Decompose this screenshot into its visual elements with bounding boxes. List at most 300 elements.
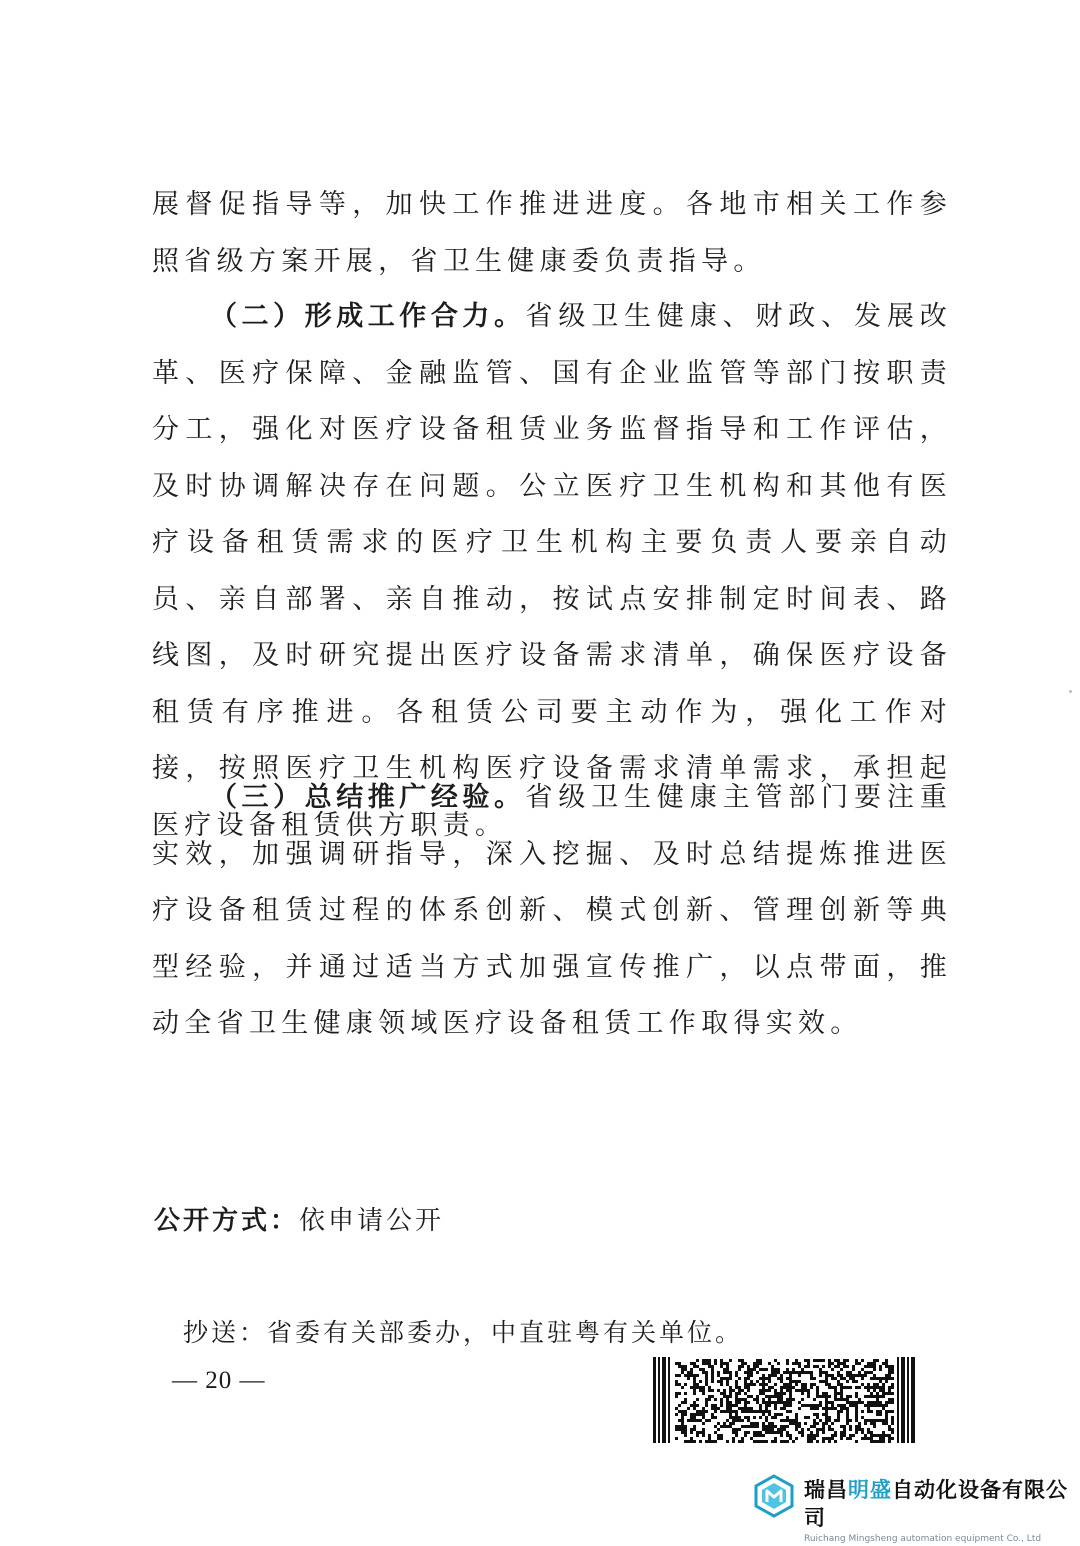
barcode-cell [834,1359,837,1362]
section-heading-3: （三）总结推广经验。 [210,782,526,813]
barcode-cell [774,1425,777,1428]
barcode-cell [891,1416,894,1419]
barcode-cell [762,1374,765,1377]
barcode-cell [882,1440,885,1443]
barcode-cell [879,1365,882,1368]
barcode-cell [771,1425,774,1428]
barcode-cell [852,1404,855,1407]
barcode-cell [711,1440,714,1443]
barcode-cell [768,1431,771,1434]
barcode-cell [780,1389,783,1392]
barcode-cell [729,1371,732,1374]
barcode-cell [720,1365,723,1368]
barcode-cell [822,1437,825,1440]
barcode-cell [876,1401,879,1404]
barcode-cell [726,1407,729,1410]
barcode-cell [777,1401,780,1404]
barcode-cell [729,1410,732,1413]
barcode-cell [747,1371,750,1374]
barcode-cell [864,1404,867,1407]
barcode-cell [744,1434,747,1437]
barcode-cell [816,1404,819,1407]
barcode-cell [813,1422,816,1425]
barcode-cell [705,1359,708,1362]
barcode-cell [684,1425,687,1428]
barcode-cell [822,1440,825,1443]
barcode-cell [873,1383,876,1386]
barcode-cell [771,1431,774,1434]
barcode-cell [825,1419,828,1422]
barcode-cell [837,1392,840,1395]
barcode-cell [840,1398,843,1401]
barcode-cell [870,1362,873,1365]
barcode-cell [723,1392,726,1395]
barcode-cell [714,1398,717,1401]
barcode-cell [690,1413,693,1416]
barcode-cell [891,1392,894,1395]
barcode-cell [678,1365,681,1368]
barcode-cell [780,1380,783,1383]
barcode-cell [786,1359,789,1362]
barcode-cell [891,1431,894,1434]
company-name-highlight: 明盛 [848,1478,892,1502]
barcode-cell [732,1437,735,1440]
barcode-cell [840,1437,843,1440]
barcode-cell [711,1368,714,1371]
barcode-cell [855,1359,858,1362]
barcode-cell [762,1377,765,1380]
barcode-cell [792,1386,795,1389]
barcode-cell [723,1389,726,1392]
barcode-cell [840,1425,843,1428]
company-name-suffix: 自动化设备有限公司 [804,1478,1068,1530]
barcode-cell [756,1434,759,1437]
barcode-cell [795,1437,798,1440]
barcode-cell [744,1380,747,1383]
barcode-cell [873,1389,876,1392]
barcode-cell [708,1395,711,1398]
barcode-cell [675,1392,678,1395]
barcode-cell [708,1386,711,1389]
barcode-cell [855,1380,858,1383]
barcode-cell [870,1410,873,1413]
disclosure-label: 公开方式： [154,1206,300,1236]
barcode-cell [765,1377,768,1380]
barcode-cell [747,1365,750,1368]
barcode-cell [783,1440,786,1443]
barcode-cell [675,1380,678,1383]
barcode-cell [675,1395,678,1398]
barcode-cell [891,1377,894,1380]
barcode-cell [690,1404,693,1407]
barcode-cell [735,1401,738,1404]
barcode-cell [690,1374,693,1377]
barcode-cell [891,1383,894,1386]
barcode-cell [747,1431,750,1434]
barcode-cell [810,1407,813,1410]
barcode-cell [840,1434,843,1437]
barcode-cell [852,1377,855,1380]
barcode-cell [741,1425,744,1428]
barcode-cell [885,1434,888,1437]
barcode-cell [855,1416,858,1419]
barcode-cell [819,1401,822,1404]
barcode-cell [780,1374,783,1377]
barcode-cell [714,1359,717,1362]
barcode-cell [855,1419,858,1422]
barcode-cell [789,1410,792,1413]
barcode-cell [807,1434,810,1437]
barcode-cell [759,1368,762,1371]
barcode-cell [774,1374,777,1377]
barcode-cell [774,1407,777,1410]
barcode-cell [873,1440,876,1443]
barcode-cell [837,1362,840,1365]
barcode-cell [789,1401,792,1404]
barcode-cell [738,1407,741,1410]
hexagon-logo-icon [752,1474,796,1518]
barcode-cell [771,1386,774,1389]
barcode-cell [759,1377,762,1380]
barcode-cell [735,1434,738,1437]
barcode-cell [807,1392,810,1395]
barcode-cell [801,1398,804,1401]
barcode-cell [708,1437,711,1440]
barcode-cell [840,1392,843,1395]
barcode-cell [789,1371,792,1374]
barcode-cell [822,1365,825,1368]
barcode-cell [768,1410,771,1413]
barcode-cell [711,1389,714,1392]
barcode-cell [702,1410,705,1413]
barcode-cell [735,1380,738,1383]
barcode-cell [756,1422,759,1425]
barcode-cell [873,1365,876,1368]
barcode-cell [696,1386,699,1389]
barcode-cell [684,1398,687,1401]
barcode-cell [747,1419,750,1422]
barcode-cell [876,1434,879,1437]
barcode-cell [834,1392,837,1395]
barcode-cell [831,1377,834,1380]
barcode-cell [717,1407,720,1410]
barcode-cell [807,1362,810,1365]
barcode-cell [891,1422,894,1425]
barcode-cell [801,1389,804,1392]
barcode-cell [678,1374,681,1377]
barcode-cell [876,1359,879,1362]
barcode-cell [795,1359,798,1362]
barcode-cell [750,1383,753,1386]
barcode-cell [849,1434,852,1437]
barcode-cell [813,1383,816,1386]
barcode-cell [813,1434,816,1437]
barcode-cell [825,1398,828,1401]
barcode-cell [681,1413,684,1416]
barcode-cell [837,1410,840,1413]
barcode-cell [699,1386,702,1389]
barcode-cell [771,1374,774,1377]
barcode-cell [702,1368,705,1371]
barcode-cell [855,1431,858,1434]
barcode-cell [702,1413,705,1416]
barcode-cell [702,1416,705,1419]
barcode-cell [855,1392,858,1395]
barcode-cell [774,1431,777,1434]
barcode-cell [705,1398,708,1401]
barcode-cell [759,1431,762,1434]
barcode-cell [888,1377,891,1380]
barcode-cell [726,1362,729,1365]
barcode-cell [858,1374,861,1377]
barcode-cell [882,1386,885,1389]
barcode-cell [699,1440,702,1443]
barcode-cell [708,1440,711,1443]
barcode-cell [828,1383,831,1386]
barcode-cell [855,1440,858,1443]
barcode-cell [816,1422,819,1425]
barcode-cell [729,1401,732,1404]
barcode-cell [825,1377,828,1380]
barcode-cell [696,1404,699,1407]
barcode-cell [858,1425,861,1428]
barcode-cell [864,1434,867,1437]
barcode-cell [843,1386,846,1389]
barcode-cell [753,1431,756,1434]
barcode-cell [801,1428,804,1431]
barcode-cell [690,1386,693,1389]
barcode-cell [735,1404,738,1407]
barcode-cell [774,1437,777,1440]
barcode-cell [720,1434,723,1437]
barcode-cell [738,1386,741,1389]
barcode-cell [714,1425,717,1428]
barcode-cell [720,1383,723,1386]
barcode-cell [696,1365,699,1368]
barcode-cell [819,1380,822,1383]
barcode-cell [828,1416,831,1419]
barcode-cell [759,1362,762,1365]
barcode-cell [684,1434,687,1437]
barcode-cell [681,1410,684,1413]
barcode-cell [801,1368,804,1371]
barcode-cell [885,1419,888,1422]
barcode-cell [849,1404,852,1407]
barcode-cell [747,1395,750,1398]
barcode-cell [810,1431,813,1434]
barcode-cell [693,1416,696,1419]
barcode-cell [720,1362,723,1365]
barcode-cell [765,1440,768,1443]
barcode-cell [885,1380,888,1383]
barcode-cell [729,1392,732,1395]
barcode-cell [885,1413,888,1416]
barcode-cell [831,1437,834,1440]
barcode-cell [678,1383,681,1386]
scan-speck [1069,690,1072,693]
barcode-cell [699,1389,702,1392]
barcode-cell [834,1377,837,1380]
barcode-cell [822,1371,825,1374]
barcode-cell [681,1416,684,1419]
barcode-cell [711,1380,714,1383]
barcode-cell [780,1395,783,1398]
barcode-cell [675,1428,678,1431]
barcode-cell [888,1428,891,1431]
barcode-cell [786,1434,789,1437]
barcode-cell [765,1404,768,1407]
barcode-cell [681,1401,684,1404]
barcode-cell [873,1362,876,1365]
barcode-cell [801,1371,804,1374]
barcode-cell [852,1365,855,1368]
barcode-cell [753,1383,756,1386]
barcode-cell [747,1425,750,1428]
barcode-cell [777,1368,780,1371]
barcode-cell [717,1428,720,1431]
barcode-cell [681,1371,684,1374]
barcode-cell [828,1365,831,1368]
barcode-cell [741,1419,744,1422]
barcode-cell [891,1410,894,1413]
barcode-cell [822,1395,825,1398]
barcode-cell [837,1404,840,1407]
barcode-cell [810,1434,813,1437]
barcode-cell [837,1380,840,1383]
barcode-cell [720,1398,723,1401]
barcode-cell [834,1419,837,1422]
barcode-cell [708,1434,711,1437]
barcode-cell [870,1371,873,1374]
barcode-cell [852,1374,855,1377]
barcode-cell [813,1359,816,1362]
barcode-cell [699,1413,702,1416]
barcode-cell [753,1398,756,1401]
barcode-cell [879,1440,882,1443]
barcode-cell [774,1368,777,1371]
barcode-cell [726,1425,729,1428]
barcode-cell [873,1422,876,1425]
barcode-cell [741,1362,744,1365]
barcode-cell [870,1392,873,1395]
barcode-cell [846,1416,849,1419]
barcode-cell [888,1374,891,1377]
barcode-cell [735,1416,738,1419]
barcode-cell [765,1416,768,1419]
barcode-cell [759,1359,762,1362]
barcode-cell [678,1392,681,1395]
barcode-cell [732,1422,735,1425]
barcode-cell [678,1419,681,1422]
barcode-cell [690,1362,693,1365]
barcode-cell [822,1407,825,1410]
barcode-cell [696,1398,699,1401]
barcode-cell [792,1371,795,1374]
barcode-cell [744,1404,747,1407]
barcode-cell [855,1425,858,1428]
barcode-cell [729,1377,732,1380]
barcode-cell [768,1404,771,1407]
barcode-cell [837,1359,840,1362]
barcode-cell [684,1428,687,1431]
barcode-cell [765,1419,768,1422]
barcode-cell [750,1425,753,1428]
barcode-cell [849,1428,852,1431]
barcode-cell [696,1359,699,1362]
barcode-cell [867,1428,870,1431]
barcode-cell [846,1401,849,1404]
barcode-cell [861,1368,864,1371]
barcode-cell [786,1410,789,1413]
barcode-cell [714,1410,717,1413]
barcode-cell [714,1407,717,1410]
barcode-cell [762,1380,765,1383]
barcode-cell [843,1407,846,1410]
barcode-guard-bar [658,1357,660,1443]
barcode-cell [759,1404,762,1407]
barcode-cell [762,1392,765,1395]
barcode-cell [741,1389,744,1392]
barcode-cell [879,1395,882,1398]
barcode-cell [699,1419,702,1422]
barcode-cell [864,1395,867,1398]
barcode-cell [822,1425,825,1428]
barcode-cell [702,1371,705,1374]
barcode-cell [732,1389,735,1392]
company-brand [804,1476,1080,1546]
barcode-cell [873,1434,876,1437]
barcode-cell [846,1359,849,1362]
barcode-cell [780,1440,783,1443]
barcode-cell [885,1404,888,1407]
barcode-cell [726,1395,729,1398]
barcode-cell [825,1395,828,1398]
barcode-cell [756,1425,759,1428]
barcode-cell [855,1404,858,1407]
barcode-cell [867,1404,870,1407]
barcode-cell [858,1386,861,1389]
barcode-cell [870,1434,873,1437]
barcode-cell [786,1389,789,1392]
barcode-cell [735,1383,738,1386]
barcode-cell [768,1428,771,1431]
barcode-cell [870,1422,873,1425]
barcode-cell [738,1440,741,1443]
barcode-cell [882,1419,885,1422]
barcode-cell [819,1404,822,1407]
barcode-cell [705,1404,708,1407]
barcode-cell [678,1428,681,1431]
barcode-cell [768,1425,771,1428]
barcode-cell [864,1374,867,1377]
barcode-cell [780,1398,783,1401]
barcode-cell [777,1395,780,1398]
barcode-cell [687,1419,690,1422]
barcode-cell [810,1383,813,1386]
barcode-cell [888,1386,891,1389]
barcode-cell [771,1365,774,1368]
barcode-cell [867,1407,870,1410]
barcode-cell [891,1386,894,1389]
barcode-cell [762,1425,765,1428]
barcode-cell [759,1416,762,1419]
barcode-cell [807,1437,810,1440]
barcode-cell [795,1371,798,1374]
barcode-cell [816,1359,819,1362]
barcode-cell [690,1368,693,1371]
barcode-cell [846,1380,849,1383]
barcode-cell [738,1419,741,1422]
